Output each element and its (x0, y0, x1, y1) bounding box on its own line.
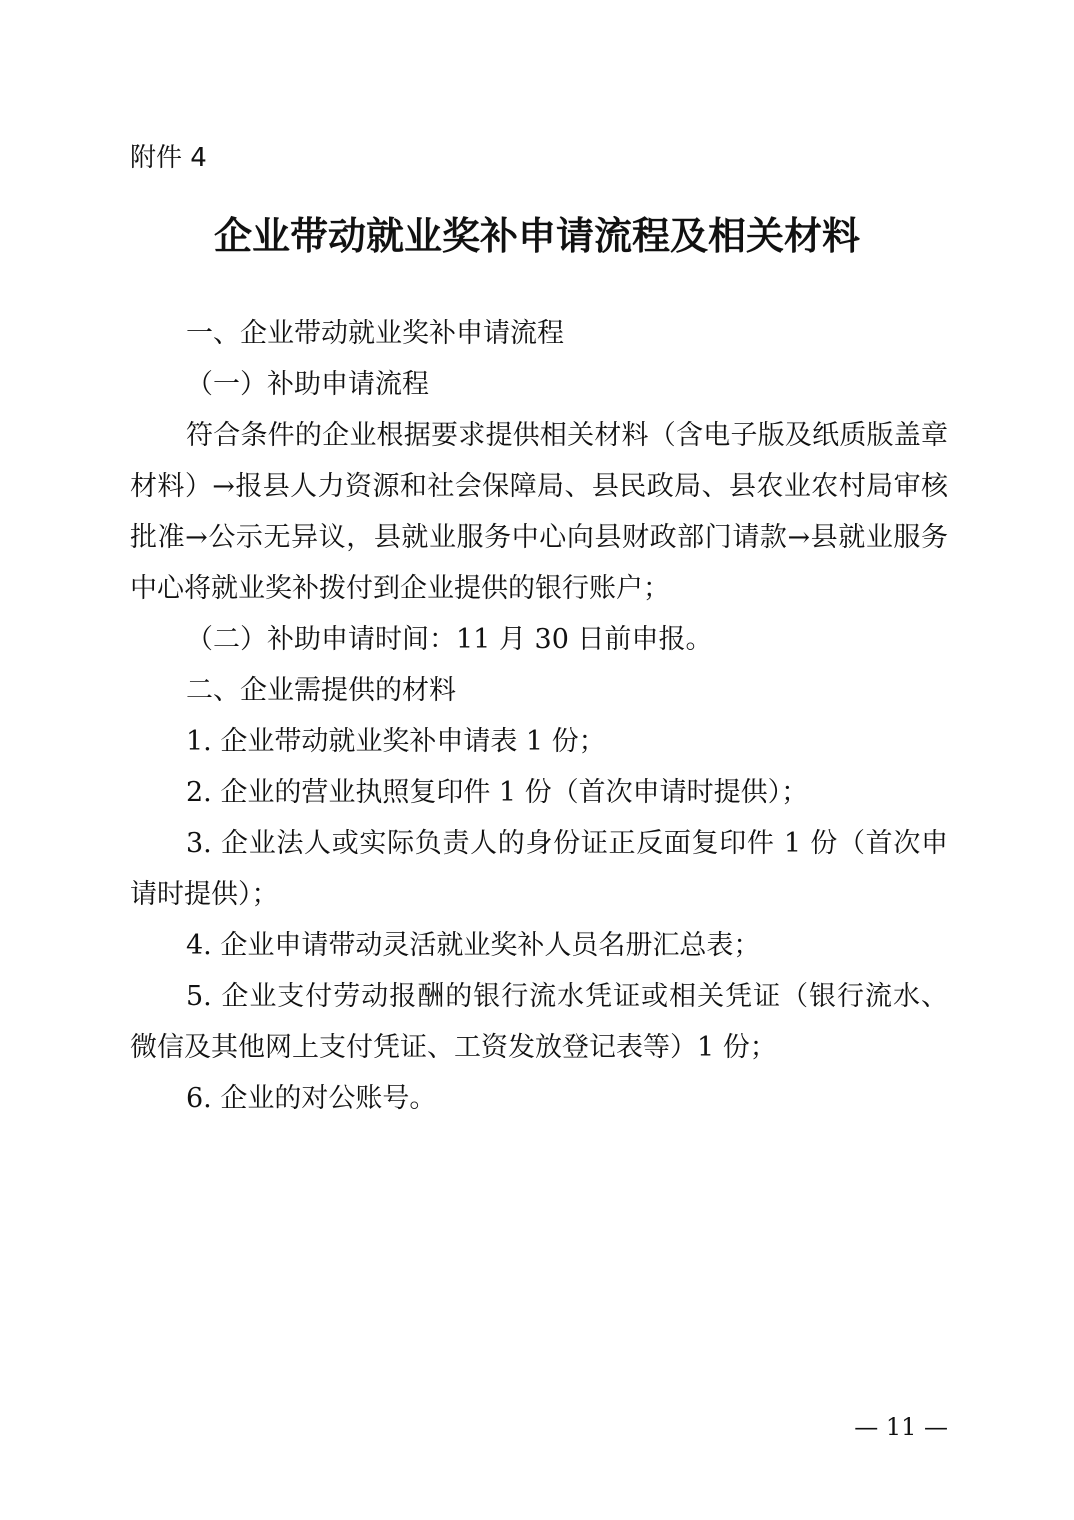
material-item-6: 6. 企业的对公账号。 (186, 1083, 437, 1114)
section-1-subheading-time: （二）补助申请时间：11 月 30 日前申报。 (186, 624, 713, 655)
document-title: 企业带动就业奖补申请流程及相关材料 (213, 213, 860, 258)
section-1-subheading-process: （一）补助申请流程 (186, 369, 429, 400)
material-item-1: 1. 企业带动就业奖补申请表 1 份； (186, 726, 606, 757)
material-item-2: 2. 企业的营业执照复印件 1 份（首次申请时提供）； (186, 777, 809, 808)
material-item-5: 5. 企业支付劳动报酬的银行流水凭证或相关凭证（银行流水、微信及其他网上支付凭证、工资发放登记表等）1 份； (130, 981, 948, 1063)
section-2-heading: 二、企业需提供的材料 (186, 675, 456, 706)
section-1-process-paragraph: 符合条件的企业根据要求提供相关材料（含电子版及纸质版盖章材料）→报县人力资源和社会保障局、县民政局、县农业农村局审核批准→公示无异议，县就业服务中心向县财政部门请款→县就业服务中心将就业奖补拨付到企业提供的银行账户； (130, 420, 948, 604)
document-body (130, 308, 948, 1124)
material-item-3: 3. 企业法人或实际负责人的身份证正反面复印件 1 份（首次申请时提供）； (130, 828, 948, 910)
page-number: — 11 — (854, 1413, 948, 1441)
section-1-heading: 一、企业带动就业奖补申请流程 (186, 318, 564, 349)
annex-label: 附件 4 (130, 143, 207, 173)
material-item-4: 4. 企业申请带动灵活就业奖补人员名册汇总表； (186, 930, 761, 961)
